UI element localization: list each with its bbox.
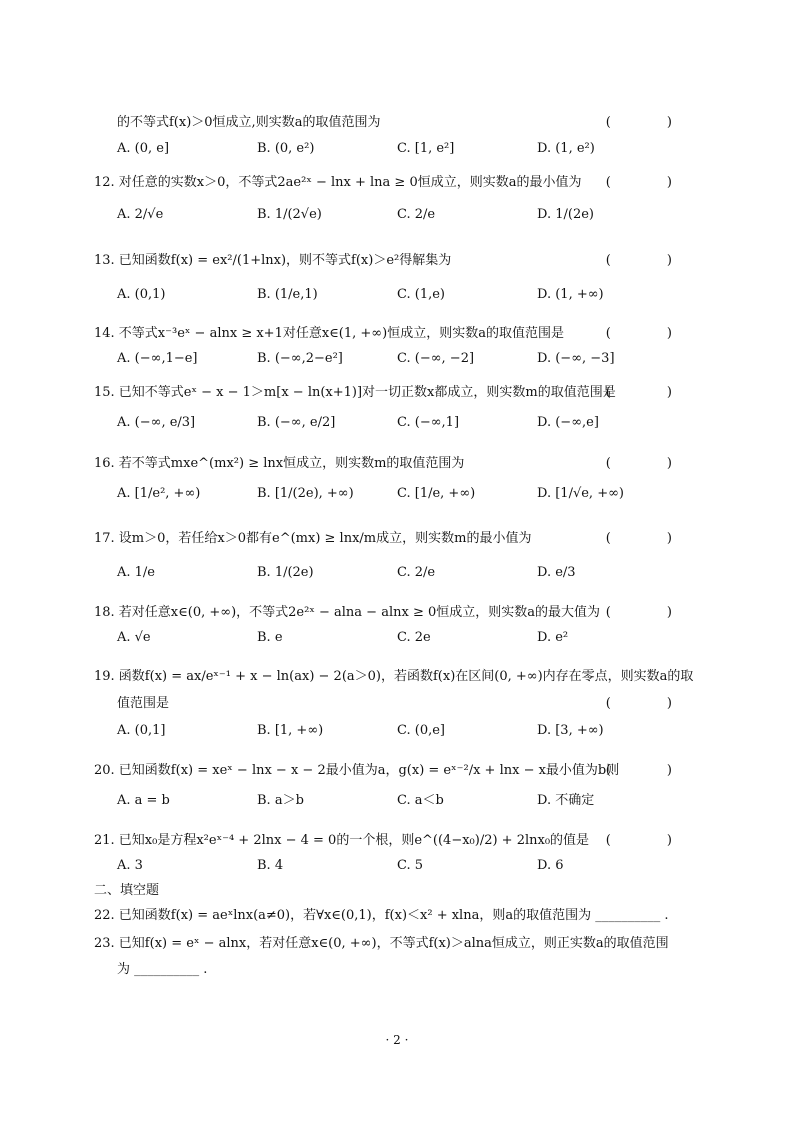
- q23-stem: 23. 已知f(x) = eˣ − alnx，若对任意x∈(0, +∞)，不等式f(x)＞alna恒成立，则正实数a的取值范围: [94, 936, 669, 951]
- q13-stem: 13. 已知函数f(x) = ex²/(1+lnx)，则不等式f(x)＞e²得解集为: [94, 253, 452, 268]
- q17-option-a: A. 1/e: [117, 565, 155, 580]
- q19-option-a: A. (0,1]: [117, 723, 166, 738]
- q19-stem-continued: 值范围是: [117, 696, 170, 711]
- q21-option-d: D. 6: [537, 858, 564, 873]
- q15-answer-bracket: ( ): [605, 385, 698, 400]
- q18-option-c: C. 2e: [397, 630, 431, 645]
- q17-option-b: B. 1/(2e): [257, 565, 314, 580]
- q16-option-d: D. [1/√e, +∞): [537, 486, 624, 501]
- q11-option-d: D. (1, e²): [537, 141, 595, 156]
- q20-option-c: C. a＜b: [397, 793, 444, 808]
- q19-option-d: D. [3, +∞): [537, 723, 604, 738]
- q19-option-b: B. [1, +∞): [257, 723, 324, 738]
- q15-option-a: A. (−∞, e/3]: [117, 415, 196, 430]
- q20-option-b: B. a＞b: [257, 793, 304, 808]
- page-number: · 2 ·: [385, 1033, 409, 1047]
- q18-option-b: B. e: [257, 630, 283, 645]
- q21-stem: 21. 已知x₀是方程x²eˣ⁻⁴ + 2lnx − 4 = 0的一个根，则e^((4−x₀)/2) + 2lnx₀的值是: [94, 833, 590, 848]
- q14-option-b: B. (−∞,2−e²]: [257, 351, 343, 366]
- q15-option-d: D. (−∞,e]: [537, 415, 599, 430]
- q16-answer-bracket: ( ): [605, 456, 698, 471]
- q19-option-c: C. (0,e]: [397, 723, 445, 738]
- q18-options: [117, 627, 677, 649]
- q16-options: [117, 483, 677, 505]
- q13-options: [117, 284, 677, 306]
- q21-option-a: A. 3: [117, 858, 143, 873]
- q17-answer-bracket: ( ): [605, 531, 698, 546]
- q12-option-c: C. 2/e: [397, 207, 436, 222]
- q15-option-b: B. (−∞, e/2]: [257, 415, 336, 430]
- q21-option-b: B. 4: [257, 858, 284, 873]
- q17-option-d: D. e/3: [537, 565, 576, 580]
- q20-option-d: D. 不确定: [537, 793, 595, 808]
- q14-stem: 14. 不等式x⁻³eˣ − alnx ≥ x+1对任意x∈(1, +∞)恒成立，则实数a的取值范围是: [94, 326, 564, 341]
- q12-option-a: A. 2/√e: [117, 207, 164, 222]
- q14-option-a: A. (−∞,1−e]: [117, 351, 198, 366]
- q16-option-c: C. [1/e, +∞): [397, 486, 476, 501]
- q11-answer-bracket: ( ): [605, 115, 698, 130]
- q15-options: [117, 412, 677, 434]
- q21-answer-bracket: ( ): [605, 833, 698, 848]
- q20-options: [117, 790, 677, 812]
- q19-answer-bracket: ( ): [605, 696, 698, 711]
- q14-option-c: C. (−∞, −2]: [397, 351, 475, 366]
- q18-option-a: A. √e: [117, 630, 151, 645]
- q23-stem-continued: 为 __________ .: [117, 962, 208, 977]
- q15-stem: 15. 已知不等式eˣ − x − 1＞m[x − ln(x+1)]对一切正数x都成立，则实数m的取值范围是: [94, 385, 616, 400]
- q12-options: [117, 204, 677, 226]
- q20-option-a: A. a = b: [117, 793, 170, 808]
- q13-option-a: A. (0,1): [117, 287, 166, 302]
- q20-stem: 20. 已知函数f(x) = xeˣ − lnx − x − 2最小值为a，g(x) = eˣ⁻²/x + lnx − x最小值为b则: [94, 763, 620, 778]
- q17-stem: 17. 设m＞0，若任给x＞0都有e^(mx) ≥ lnx/m成立，则实数m的最小值为: [94, 531, 532, 546]
- q11-options: [117, 138, 677, 160]
- q17-options: [117, 562, 677, 584]
- q13-option-b: B. (1/e,1): [257, 287, 318, 302]
- q14-options: [117, 348, 677, 370]
- q18-answer-bracket: ( ): [605, 605, 698, 620]
- q13-answer-bracket: ( ): [605, 253, 698, 268]
- q15-option-c: C. (−∞,1]: [397, 415, 460, 430]
- q12-option-d: D. 1/(2e): [537, 207, 594, 222]
- q19-stem: 19. 函数f(x) = ax/eˣ⁻¹ + x − ln(ax) − 2(a＞0)，若函数f(x)在区间(0, +∞)内存在零点，则实数a的取: [94, 669, 694, 684]
- q16-option-b: B. [1/(2e), +∞): [257, 486, 354, 501]
- q11-stem: 的不等式f(x)＞0恒成立,则实数a的取值范围为: [117, 115, 381, 130]
- q14-option-d: D. (−∞, −3]: [537, 351, 615, 366]
- q16-option-a: A. [1/e², +∞): [117, 486, 201, 501]
- q18-stem: 18. 若对任意x∈(0, +∞)，不等式2e²ˣ − alna − alnx ≥ 0恒成立，则实数a的最大值为: [94, 605, 600, 620]
- q20-answer-bracket: ( ): [605, 763, 698, 778]
- q17-option-c: C. 2/e: [397, 565, 436, 580]
- q14-answer-bracket: ( ): [605, 326, 698, 341]
- q16-stem: 16. 若不等式mxe^(mx²) ≥ lnx恒成立，则实数m的取值范围为: [94, 456, 465, 471]
- q22-stem: 22. 已知函数f(x) = aeˣlnx(a≠0)，若∀x∈(0,1)，f(x)＜x² + xlna，则a的取值范围为 __________ .: [94, 908, 669, 923]
- q12-stem: 12. 对任意的实数x＞0，不等式2ae²ˣ − lnx + lna ≥ 0恒成立，则实数a的最小值为: [94, 175, 582, 190]
- q11-option-a: A. (0, e]: [117, 141, 170, 156]
- q12-answer-bracket: ( ): [605, 175, 698, 190]
- q21-options: [117, 855, 677, 877]
- q18-option-d: D. e²: [537, 630, 569, 645]
- q11-option-c: C. [1, e²]: [397, 141, 455, 156]
- section-title-fill-in: 二、填空题: [94, 883, 160, 898]
- q13-option-c: C. (1,e): [397, 287, 445, 302]
- q21-option-c: C. 5: [397, 858, 424, 873]
- q11-option-b: B. (0, e²): [257, 141, 315, 156]
- q13-option-d: D. (1, +∞): [537, 287, 604, 302]
- q12-option-b: B. 1/(2√e): [257, 207, 322, 222]
- q19-options: [117, 720, 677, 742]
